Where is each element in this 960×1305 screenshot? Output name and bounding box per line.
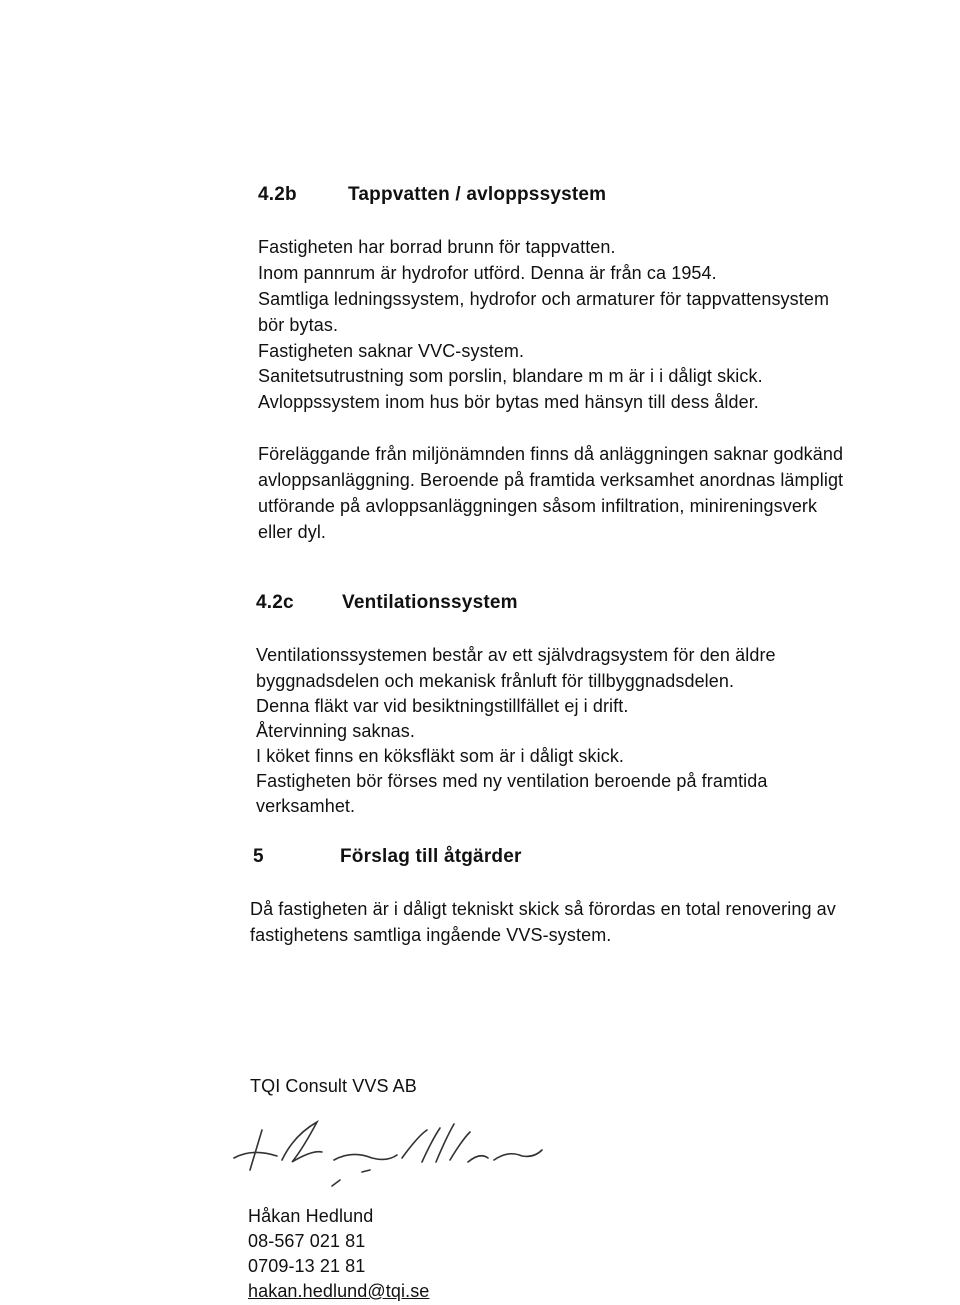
text-line: Återvinning saknas. (256, 721, 415, 741)
text-line: Sanitetsutrustning som porslin, blandare m m är i i dåligt skick. (258, 366, 763, 386)
section-number: 4.2b (258, 184, 297, 205)
section-title: Förslag till åtgärder (340, 846, 522, 867)
signer-name: Håkan Hedlund (248, 1206, 374, 1226)
text-line: verksamhet. (256, 796, 356, 816)
text-line: byggnadsdelen och mekanisk frånluft för tillbyggnadsdelen. (256, 671, 735, 691)
section-title: Ventilationssystem (342, 592, 518, 613)
mobile-number: 0709-13 21 81 (248, 1256, 366, 1276)
section-title: Tappvatten / avloppssystem (348, 184, 607, 205)
text-line: Avloppssystem inom hus bör bytas med hänsyn till dess ålder. (258, 392, 759, 412)
text-line: Fastigheten saknar VVC-system. (258, 341, 525, 361)
section-heading-4-2c (256, 592, 518, 614)
section-number: 4.2c (256, 592, 294, 613)
text-line: utförande på avloppsanläggningen såsom infiltration, minireningsverk (258, 496, 818, 516)
text-line: eller dyl. (258, 522, 327, 542)
text-line: Samtliga ledningssystem, hydrofor och armaturer för tappvattensystem (258, 289, 830, 309)
text-line: Föreläggande från miljönämnden finns då anläggningen saknar godkänd (258, 444, 844, 464)
section-heading-4-2b (258, 184, 607, 206)
section-heading-5 (253, 846, 522, 868)
handwritten-signature (222, 1100, 582, 1190)
text-line: avloppsanläggning. Beroende på framtida verksamhet anordnas lämpligt (258, 470, 844, 490)
text-line: Fastigheten har borrad brunn för tappvatten. (258, 237, 616, 257)
text-line: I köket finns en köksfläkt som är i dåligt skick. (256, 746, 625, 766)
phone-number: 08-567 021 81 (248, 1231, 366, 1251)
text-line: fastighetens samtliga ingående VVS-system. (250, 925, 612, 945)
text-line: Fastigheten bör förses med ny ventilation beroende på framtida (256, 771, 768, 791)
text-line: Denna fläkt var vid besiktningstillfället ej i drift. (256, 696, 629, 716)
section-number: 5 (253, 846, 264, 867)
email-link[interactable]: hakan.hedlund@tqi.se (248, 1281, 430, 1301)
text-line: Då fastigheten är i dåligt tekniskt skick så förordas en total renovering av (250, 899, 836, 919)
text-line: bör bytas. (258, 315, 339, 335)
text-line: Inom pannrum är hydrofor utförd. Denna är från ca 1954. (258, 263, 717, 283)
text-line: Ventilationssystemen består av ett självdragsystem för den äldre (256, 645, 776, 665)
company-name: TQI Consult VVS AB (250, 1076, 417, 1096)
